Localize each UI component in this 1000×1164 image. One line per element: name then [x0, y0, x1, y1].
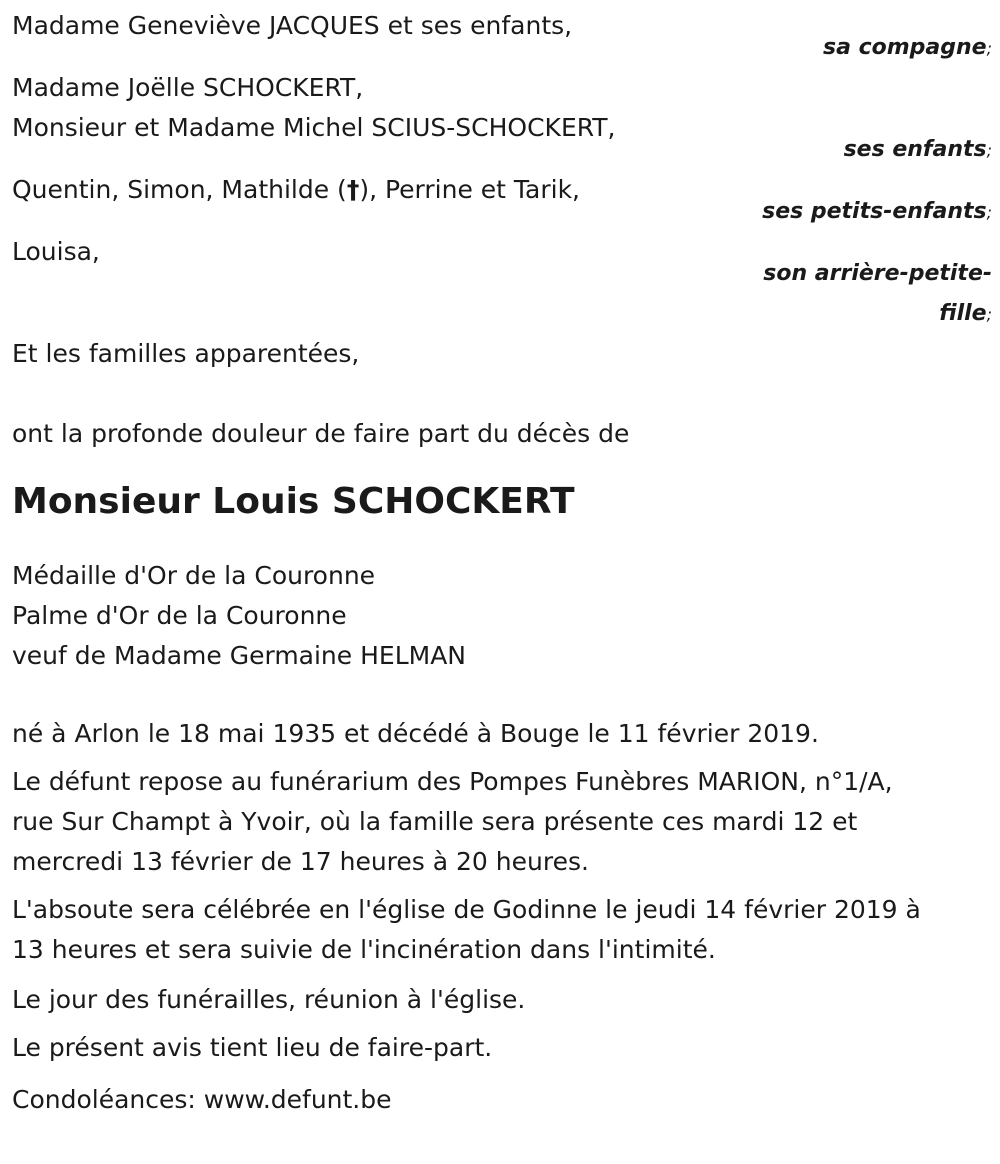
notice-block: [12, 1028, 992, 1080]
honors-block: [12, 554, 992, 714]
family-line: Madame Joëlle SCHOCKERT,: [12, 73, 364, 102]
relation-label-children: ses enfants;: [843, 137, 992, 162]
honor-line: veuf de Madame Germaine HELMAN: [12, 641, 467, 670]
ceremony-block: [12, 890, 992, 980]
family-line: Madame Geneviève JACQUES et ses enfants,: [12, 11, 573, 40]
notice-text: Le présent avis tient lieu de faire-part.: [12, 1033, 493, 1062]
relation-label-partner: sa compagne;: [823, 35, 992, 60]
deceased-block: [12, 472, 992, 554]
announcement-text: ont la profonde douleur de faire part du décès de: [12, 419, 630, 448]
funeral-day-text: Le jour des funérailles, réunion à l'église.: [12, 985, 526, 1014]
rest-line: mercredi 13 février de 17 heures à 20 heures.: [12, 847, 589, 876]
ceremony-line: L'absoute sera célébrée en l'église de Godinne le jeudi 14 février 2019 à: [12, 895, 921, 924]
relation-label-grandchildren: ses petits-enfants;: [762, 199, 992, 224]
deceased-name: Monsieur Louis SCHOCKERT: [12, 481, 575, 522]
condolences-block: [12, 1080, 992, 1124]
obituary-notice: [12, 6, 992, 1124]
family-block-children: [12, 68, 992, 170]
rest-line: Le défunt repose au funérarium des Pompes Funèbres MARION, n°1/A,: [12, 767, 893, 796]
family-block-relatives: [12, 334, 992, 414]
family-line: Monsieur et Madame Michel SCIUS-SCHOCKERT,: [12, 113, 616, 142]
family-line: Louisa,: [12, 237, 100, 266]
family-block-partner: [12, 6, 992, 68]
family-block-grandchildren: [12, 170, 992, 232]
cross-icon: †: [346, 175, 360, 204]
funeral-day-block: [12, 980, 992, 1028]
announcement-block: [12, 414, 992, 472]
relation-label-great-grandchild-2: fille;: [939, 301, 992, 326]
condolences-text: Condoléances: www.defunt.be: [12, 1085, 392, 1114]
family-line: Quentin, Simon, Mathilde (†), Perrine et Tarik,: [12, 175, 581, 204]
relation-label-great-grandchild-1: son arrière-petite-: [763, 261, 992, 286]
birth-death-text: né à Arlon le 18 mai 1935 et décédé à Bouge le 11 février 2019.: [12, 719, 819, 748]
honor-line: Médaille d'Or de la Couronne: [12, 561, 376, 590]
rest-line: rue Sur Champt à Yvoir, où la famille sera présente ces mardi 12 et: [12, 807, 858, 836]
family-block-great-grandchild: [12, 232, 992, 334]
family-line: Et les familles apparentées,: [12, 339, 360, 368]
rest-block: [12, 762, 992, 890]
birth-death-block: [12, 714, 992, 762]
honor-line: Palme d'Or de la Couronne: [12, 601, 347, 630]
ceremony-line: 13 heures et sera suivie de l'incinération dans l'intimité.: [12, 935, 716, 964]
